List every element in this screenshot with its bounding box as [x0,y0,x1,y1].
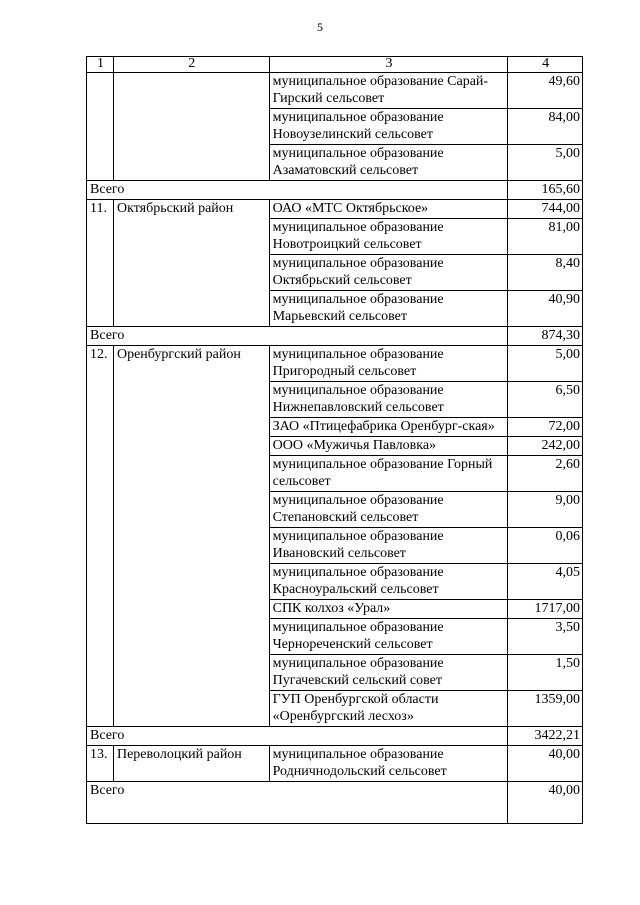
area-value: 3,50 [508,619,583,655]
area-value: 81,00 [508,219,583,255]
entity-name: СПК колхоз «Урал» [269,600,508,619]
area-value: 49,60 [508,73,583,109]
total-row [87,181,583,200]
entity-name: муниципальное образование Азаматовский сельсовет [269,145,508,181]
entity-name: муниципальное образование Новоузелинский сельсовет [269,109,508,145]
allocation-table [86,56,583,824]
area-value: 4,05 [508,564,583,600]
column-header: 2 [113,57,269,73]
entity-name: ООО «Мужичья Павловка» [269,437,508,456]
entity-name: муниципальное образование Нижнепавловский сельсовет [269,382,508,418]
entity-name: муниципальное образование Пригородный сельсовет [269,346,508,382]
entity-name: муниципальное образование Горный сельсовет [269,456,508,492]
area-value: 2,60 [508,456,583,492]
area-value: 6,50 [508,382,583,418]
area-value: 8,40 [508,255,583,291]
entity-name: ЗАО «Птицефабрика Оренбург-ская» [269,418,508,437]
column-header: 1 [87,57,114,73]
district-name [113,73,269,181]
district-number: 12. [87,346,114,727]
entity-name: муниципальное образование Новотроицкий сельсовет [269,219,508,255]
total-value: 165,60 [508,181,583,200]
area-value: 242,00 [508,437,583,456]
entity-name: муниципальное образование Марьевский сельсовет [269,291,508,327]
column-header-row [87,57,583,73]
district-number: 13. [87,746,114,782]
area-value: 1,50 [508,655,583,691]
total-value: 40,00 [508,782,583,824]
total-label: Всего [87,181,508,200]
entity-name: муниципальное образование Октябрьский сельсовет [269,255,508,291]
area-value: 5,00 [508,346,583,382]
entity-name: муниципальное образование Сарай-Гирский сельсовет [269,73,508,109]
district-name: Оренбургский район [113,346,269,727]
entity-name: муниципальное образование Родничнодольский сельсовет [269,746,508,782]
area-value: 5,00 [508,145,583,181]
total-row [87,327,583,346]
table-row [87,346,583,382]
entity-name: муниципальное образование Чернореченский сельсовет [269,619,508,655]
entity-name: муниципальное образование Красноуральский сельсовет [269,564,508,600]
total-row [87,727,583,746]
table-row [87,73,583,109]
total-value: 3422,21 [508,727,583,746]
column-header: 4 [508,57,583,73]
district-name: Переволоцкий район [113,746,269,782]
area-value: 9,00 [508,492,583,528]
area-value: 84,00 [508,109,583,145]
entity-name: муниципальное образование Ивановский сельсовет [269,528,508,564]
entity-name: ОАО «МТС Октябрьское» [269,200,508,219]
total-row [87,782,583,824]
area-value: 744,00 [508,200,583,219]
total-label: Всего [87,327,508,346]
area-value: 72,00 [508,418,583,437]
entity-name: ГУП Оренбургской области «Оренбургский лесхоз» [269,691,508,727]
entity-name: муниципальное образование Степановский сельсовет [269,492,508,528]
table-row [87,200,583,219]
area-value: 1717,00 [508,600,583,619]
page-number: 5 [317,20,323,34]
area-value: 1359,00 [508,691,583,727]
total-label: Всего [87,727,508,746]
total-value: 874,30 [508,327,583,346]
area-value: 40,00 [508,746,583,782]
table-row [87,746,583,782]
district-number [87,73,114,181]
total-label: Всего [87,782,508,824]
area-value: 40,90 [508,291,583,327]
column-header: 3 [269,57,508,73]
area-value: 0,06 [508,528,583,564]
entity-name: муниципальное образование Пугачевский сельский совет [269,655,508,691]
district-name: Октябрьский район [113,200,269,327]
district-number: 11. [87,200,114,327]
